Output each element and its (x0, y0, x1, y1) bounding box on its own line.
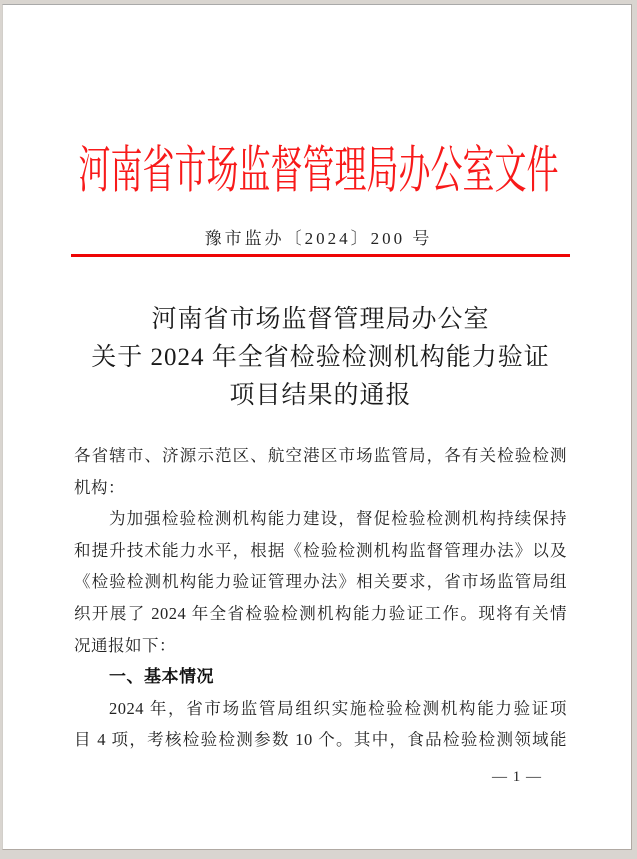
body-text-line: 织开展了 2024 年全省检验检测机构能力验证工作。现将有关情 (74, 603, 567, 623)
body-text-line: 为加强检验检测机构能力建设，督促检验检测机构持续保持 (109, 509, 567, 529)
document-body (74, 440, 567, 756)
document-title (71, 301, 570, 415)
red-divider-rule (71, 254, 570, 257)
doc-number: 豫市监办〔2024〕200 号 (204, 229, 433, 248)
body-text-line: 《检验检测机构能力验证管理办法》相关要求，省市场监管局组 (74, 572, 567, 592)
document-title-line: 关于 2024 年全省检验检测机构能力验证 (91, 344, 550, 371)
body-text-line: 机构： (74, 477, 125, 497)
body-text-line: 目 4 项，考核检验检测参数 10 个。其中，食品检验检测领域能 (74, 730, 567, 750)
body-text-line: 各省辖市、济源示范区、航空港区市场监管局，各有关检验检测 (74, 446, 567, 465)
masthead-title: 河南省市场监督管理局办公室文件 (78, 141, 559, 199)
document-title-line: 河南省市场监督管理局办公室 (151, 306, 490, 333)
body-text-line: 况通报如下： (74, 635, 176, 655)
body-text-line: 2024 年，省市场监管局组织实施检验检测机构能力验证项 (109, 698, 567, 718)
section-heading: 一、基本情况 (109, 667, 214, 687)
body-text-line: 和提升技术能力水平，根据《检验检测机构监督管理办法》以及 (74, 540, 567, 560)
page-number: — 1 — (492, 769, 542, 785)
document-title-line: 项目结果的通报 (229, 382, 412, 409)
